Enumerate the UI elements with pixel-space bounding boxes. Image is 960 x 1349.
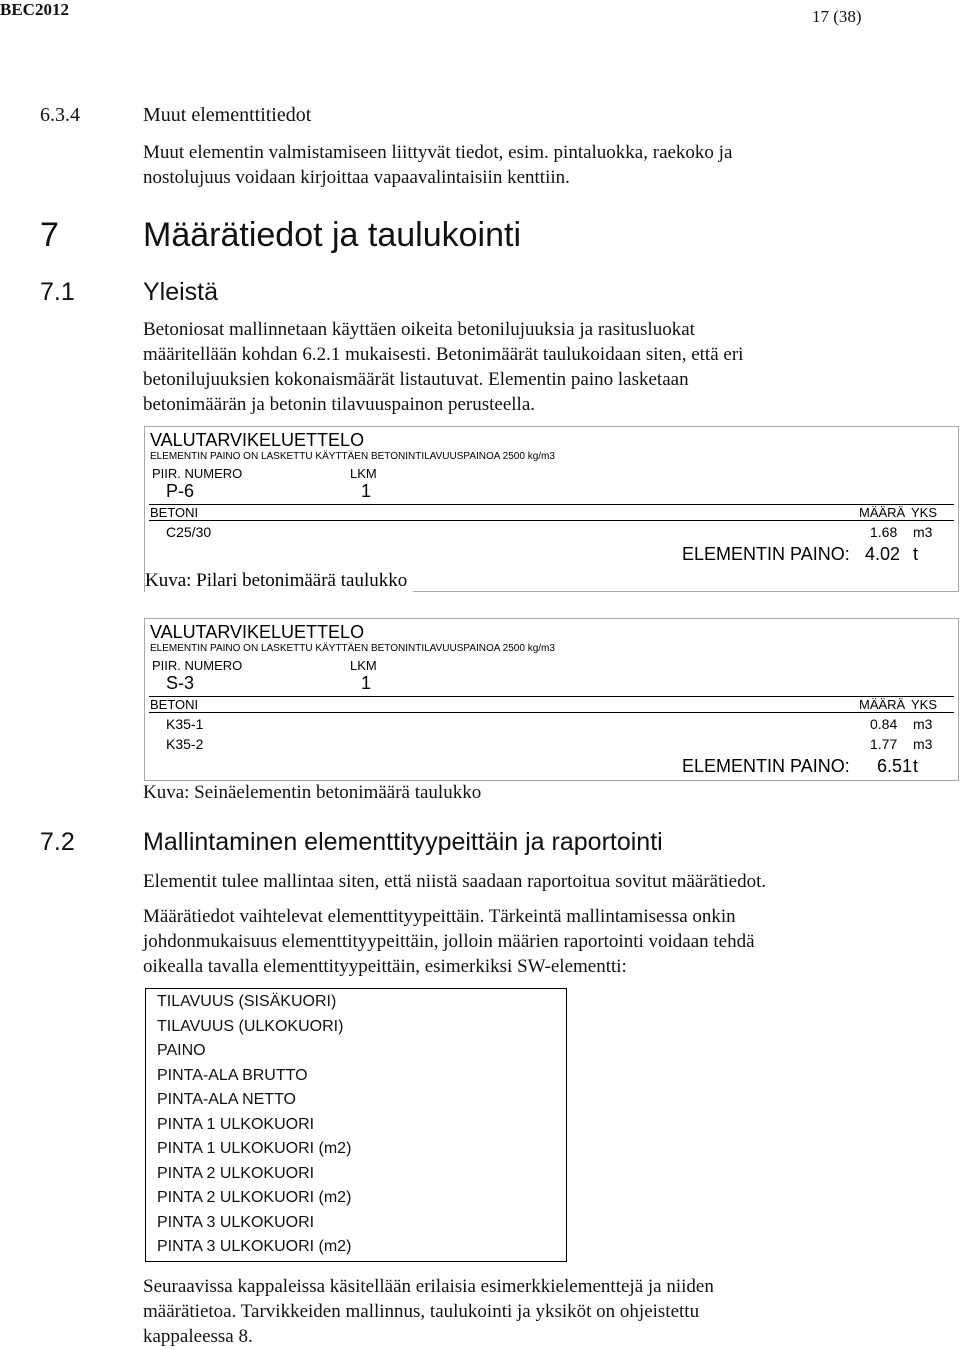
- page-number: 17 (38): [812, 7, 862, 26]
- element-weight-unit: t: [913, 756, 919, 776]
- table-row-name: C25/30: [166, 524, 212, 540]
- quantity-list-subtitle: ELEMENTIN PAINO ON LASKETTU KÄYTTÄEN BETONINTILAVUUSPAINOA 2500 kg/m3: [150, 451, 555, 462]
- list-item: TILAVUUS (ULKOKUORI): [157, 1018, 344, 1035]
- figure-caption-seinaelementti: Kuva: Seinäelementin betonimäärä taulukko: [143, 782, 482, 803]
- paragraph-line: johdonmukaisuus elementtityypeittäin, jolloin määrien raportointi voidaan tehdä: [143, 931, 755, 952]
- figure-caption-pilari: Kuva: Pilari betonimäärä taulukko: [145, 570, 413, 592]
- paragraph-line: Betoniosat mallinnetaan käyttäen oikeita betonilujuuksia ja rasitusluokat: [143, 319, 695, 340]
- column-header-betoni: BETONI: [150, 505, 199, 520]
- list-item: PINTA 3 ULKOKUORI (m2): [157, 1238, 352, 1255]
- section-6-3-4-title: Muut elementtitiedot: [143, 104, 312, 126]
- paragraph-maaratiedot: [143, 904, 755, 979]
- element-weight-value: 4.02: [865, 544, 901, 564]
- element-weight-value: 6.51: [877, 756, 913, 776]
- section-7-1-title: Yleistä: [143, 278, 219, 306]
- paragraph-line: määritellään kohdan 6.2.1 mukaisesti. Betonimäärät taulukoidaan siten, että eri: [143, 344, 744, 365]
- table-row-unit: m3: [913, 736, 933, 752]
- column-header-yks: YKS: [911, 697, 938, 712]
- column-header-maara: MÄÄRÄ: [859, 697, 906, 712]
- divider: [149, 520, 954, 521]
- paragraph-muut-tiedot: [143, 140, 732, 190]
- table-row-name: K35-1: [166, 716, 204, 732]
- section-7-2-number: 7.2: [40, 828, 75, 856]
- list-item: PINTA 2 ULKOKUORI (m2): [157, 1189, 352, 1206]
- element-weight-unit: t: [913, 544, 919, 564]
- column-header-lkm: LKM: [350, 466, 377, 481]
- section-7-1-number: 7.1: [40, 278, 75, 306]
- quantity-list-subtitle: ELEMENTIN PAINO ON LASKETTU KÄYTTÄEN BETONINTILAVUUSPAINOA 2500 kg/m3: [150, 643, 555, 654]
- element-weight-label: ELEMENTIN PAINO:: [682, 544, 850, 564]
- list-item: TILAVUUS (SISÄKUORI): [157, 993, 337, 1010]
- column-header-maara: MÄÄRÄ: [859, 505, 906, 520]
- chapter-7-number: 7: [40, 216, 59, 254]
- divider: [149, 712, 954, 713]
- table-row-name: K35-2: [166, 736, 204, 752]
- list-item: PINTA-ALA BRUTTO: [157, 1067, 308, 1084]
- paragraph-line: kappaleessa 8.: [143, 1326, 253, 1347]
- list-item: PINTA-ALA NETTO: [157, 1091, 296, 1108]
- table-row-qty: 1.77: [870, 736, 898, 752]
- list-item: PINTA 3 ULKOKUORI: [157, 1214, 315, 1231]
- table-row-unit: m3: [913, 524, 933, 540]
- quantity-list-pilari: [144, 426, 959, 592]
- list-item: PAINO: [157, 1042, 206, 1059]
- chapter-7-title: Määrätiedot ja taulukointi: [143, 216, 522, 254]
- element-weight-label: ELEMENTIN PAINO:: [682, 756, 850, 776]
- list-item: PINTA 1 ULKOKUORI: [157, 1116, 315, 1133]
- quantity-list-seinaelementti: [144, 618, 959, 781]
- count-value: 1: [361, 673, 372, 693]
- paragraph-line: Määrätiedot vaihtelevat elementtityypeittäin. Tärkeintä mallintamisessa onkin: [143, 906, 736, 927]
- quantity-list-title: VALUTARVIKELUETTELO: [150, 622, 365, 642]
- divider: [149, 696, 954, 697]
- paragraph-line: betonimäärän ja betonin tilavuuspainon perusteella.: [143, 394, 536, 415]
- quantity-list-title: VALUTARVIKELUETTELO: [150, 430, 365, 450]
- sw-element-quantity-list: [145, 988, 567, 1262]
- paragraph-betoniosat: [143, 317, 743, 417]
- paragraph-line: oikealla tavalla elementtityypeittäin, esimerkiksi SW-elementti:: [143, 956, 627, 977]
- divider: [149, 504, 954, 505]
- count-value: 1: [361, 481, 372, 501]
- section-7-2-title: Mallintaminen elementtityypeittäin ja raportointi: [143, 828, 663, 856]
- column-header-piir-numero: PIIR. NUMERO: [152, 658, 243, 673]
- paragraph-elementit: Elementit tulee mallintaa siten, että niistä saadaan raportoitua sovitut määrätiedot.: [143, 871, 767, 892]
- paragraph-line: nostolujuus voidaan kirjoittaa vapaavalintaisiin kenttiin.: [143, 167, 570, 188]
- paragraph-line: määrätietoa. Tarvikkeiden mallinnus, taulukointi ja yksiköt on ohjeistettu: [143, 1301, 700, 1322]
- list-item: PINTA 1 ULKOKUORI (m2): [157, 1140, 352, 1157]
- column-header-piir-numero: PIIR. NUMERO: [152, 466, 243, 481]
- paragraph-line: Muut elementin valmistamiseen liittyvät tiedot, esim. pintaluokka, raekoko ja: [143, 142, 733, 163]
- paragraph-line: Seuraavissa kappaleissa käsitellään erilaisia esimerkkielementtejä ja niiden: [143, 1276, 714, 1297]
- list-item: PINTA 2 ULKOKUORI: [157, 1165, 315, 1182]
- section-6-3-4-number: 6.3.4: [40, 104, 80, 126]
- table-row-qty: 0.84: [870, 716, 898, 732]
- table-row-qty: 1.68: [870, 524, 898, 540]
- column-header-yks: YKS: [911, 505, 938, 520]
- column-header-lkm: LKM: [350, 658, 377, 673]
- paragraph-line: betonilujuuksien kokonaismäärät listautuvat. Elementin paino lasketaan: [143, 369, 689, 390]
- drawing-number-value: S-3: [166, 673, 195, 693]
- drawing-number-value: P-6: [166, 481, 195, 501]
- paragraph-seuraavissa: [143, 1274, 714, 1349]
- document-id: BEC2012: [0, 0, 69, 19]
- column-header-betoni: BETONI: [150, 697, 199, 712]
- table-row-unit: m3: [913, 716, 933, 732]
